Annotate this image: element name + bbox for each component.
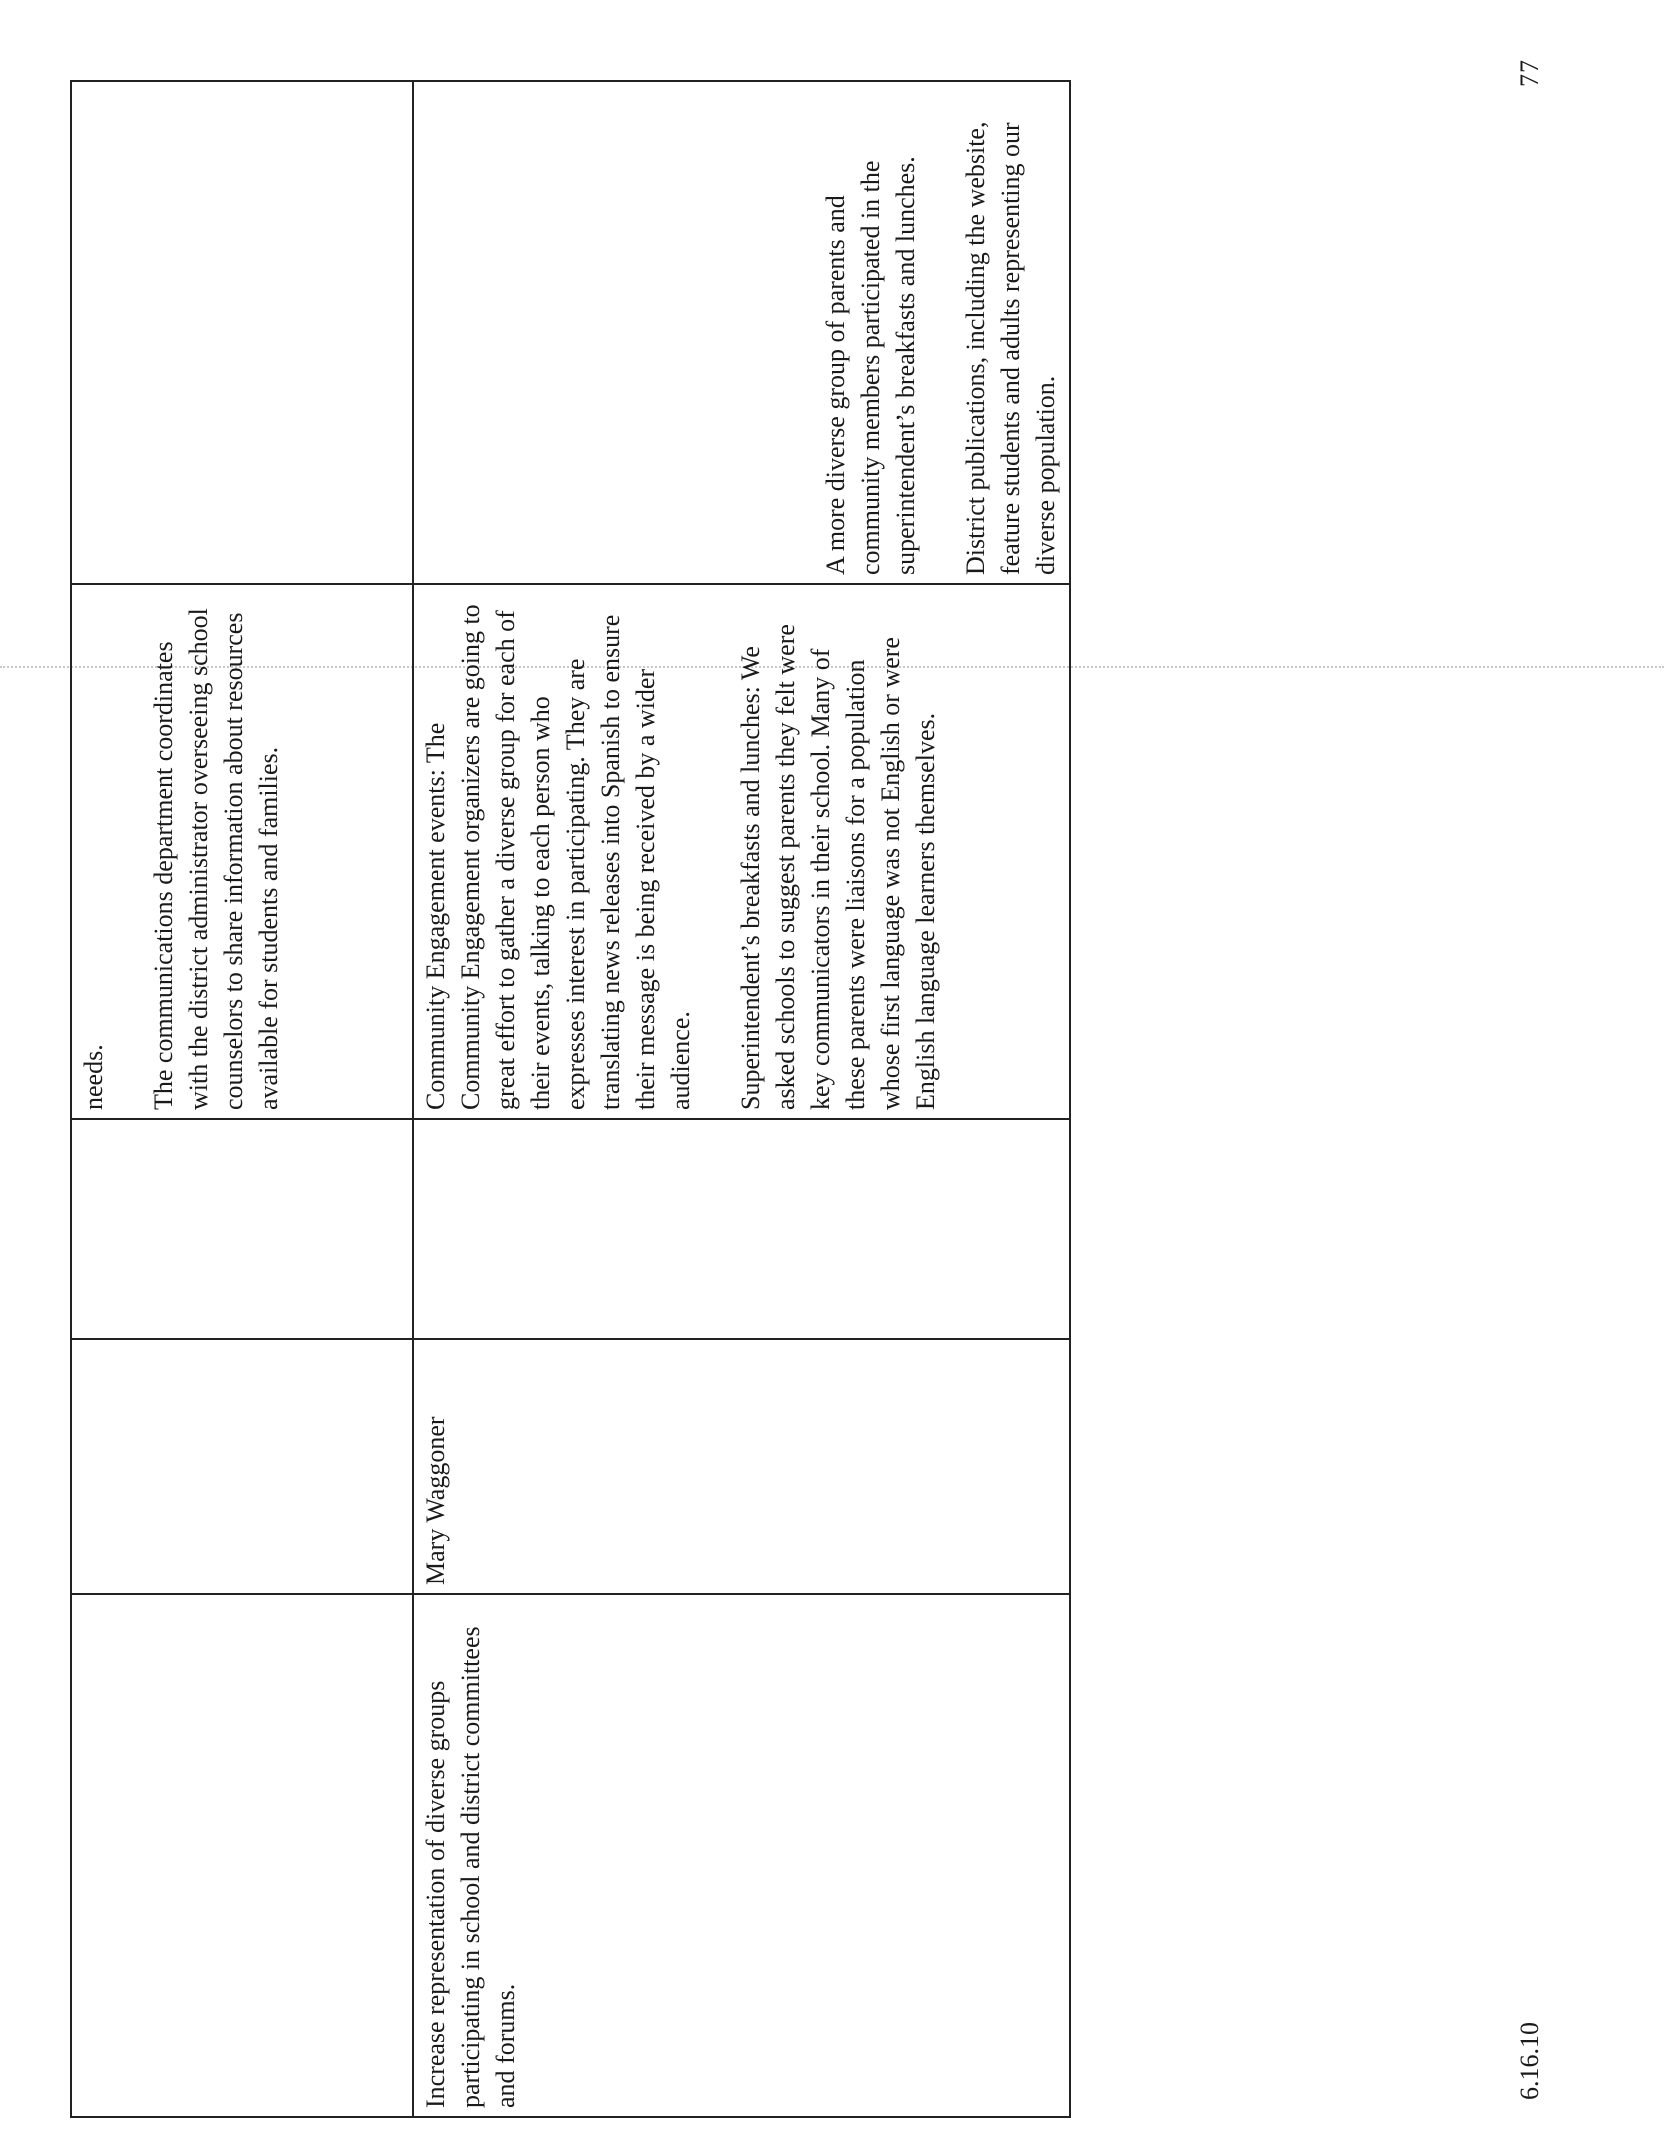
activity-paragraph: Community Engagement events: The Community Engagement organizers are going to great effort to gather a diverse group for each of their events, talking to each person who expresses interest in participating. They are translating news releases into Spanish to ensure their message is being received by a wider audience. [421,604,695,1110]
activity-paragraph: Superintendent’s breakfasts and lunches: We asked schools to suggest parents they felt were key communicators in their school. Many of these parents were liaisons for a population whose first language was not English or were English language learners themselves. [736,624,940,1110]
activity-paragraph: The communications department coordinates with the district administrator overseeing school counselors to share information about resources available for students and families. [149,608,283,1110]
responsible-cell [71,1339,413,1594]
goal-cell [71,1594,413,2117]
footer-date: 6.16.10 [1515,2022,1544,2100]
page-number: 77 [1515,59,1544,87]
responsible-cell: Mary Waggoner [413,1339,1070,1594]
table-row [413,81,1070,2117]
result-paragraph: A more diverse group of parents and community members participated in the superintendent’s breakfasts and lunches. [821,156,920,575]
action-plan-table [70,80,1071,2118]
activities-cell [413,584,1070,1119]
result-paragraph: District publications, including the website, feature students and adults representing our diverse population. [961,121,1060,575]
activities-cell [71,584,413,1119]
activity-paragraph: needs. [79,1044,108,1110]
results-block [818,90,1063,575]
timeline-cell [413,1119,1070,1339]
goal-cell: Increase representation of diverse groups participating in school and district committees and forums. [413,1594,1070,2117]
results-cell [413,81,1070,584]
timeline-cell [71,1119,413,1339]
results-cell [71,81,413,584]
table-row [71,81,413,2117]
